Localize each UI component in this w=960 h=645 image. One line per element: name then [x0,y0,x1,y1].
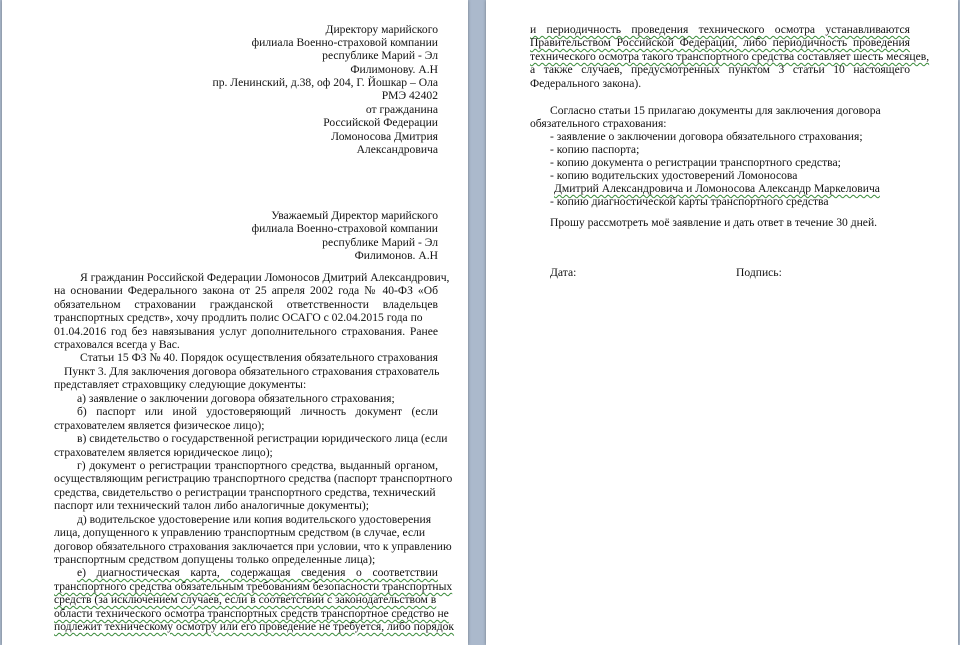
continuation-line: и периодичность проведения технического осмотра устанавливаются [530,23,910,36]
attachment-item: - копию паспорта; [550,143,640,156]
addressee-line: РМЭ 42402 [381,89,438,102]
sender-line: Александровича [356,143,438,156]
attachment-item: - копию водительских удостоверений Ломоносова [550,169,798,182]
attachment-item: - копию документа о регистрации транспортного средства; [550,156,841,169]
attachments-intro: обязательного страхования: [530,117,667,130]
salutation-line: филиала Военно-страховой компании [251,222,438,235]
list-item: в) свидетельство о государственной регистрации юридического лица (если [77,432,448,445]
sender-line: от гражданина [365,103,438,116]
salutation-line: Филимонов. А.Н [354,249,438,262]
continuation-line: а также случаев, предусмотренных пунктом 3 статьи 10 настоящего [530,63,910,76]
sender-line: Ломоносова Дмитрия [331,130,438,143]
body-line: страховался всегда у Вас. [54,338,180,351]
list-item: договор обязательного страхования заключается при условии, что к управлению [54,540,452,553]
list-item: е) диагностическая карта, содержащая сведения о соответствии [77,566,438,579]
list-item: г) документ о регистрации транспортного средства, выданный органом, [77,459,438,472]
salutation-line: республике Марий - Эл [322,236,438,249]
body-line: транспортных средств», хочу продлить полис ОСАГО с 02.04.2015 года по [54,311,423,324]
attachments-intro: Согласно статьи 15 прилагаю документы для заключения договора [550,104,881,117]
list-item: д) водительское удостоверение или копия водительского удостоверения [77,513,432,526]
list-item: страхователем является физическое лицо); [54,419,265,432]
signature-label: Подпись: [736,266,782,279]
body-line: Пункт 3. Для заключения договора обязательного страхования страхователь [64,365,440,378]
document-page-left [2,0,468,645]
list-item: средства, свидетельство о регистрации транспортного средства, технический [54,486,436,499]
request-line: Прошу рассмотреть моё заявление и дать ответ в течение 30 дней. [550,216,878,229]
list-item: транспортного средства обязательным требованиям безопасности транспортных [54,580,453,593]
attachment-item: - заявление о заключении договора обязательного страхования; [550,130,863,143]
continuation-line: технического осмотра такого транспортного средства составляет шесть месяцев, [530,50,930,63]
list-item: а) заявление о заключении договора обязательного страхования; [77,392,395,405]
addressee-address: пр. Ленинский, д.38, оф 204, Г. Йошкар – Ола [212,76,438,89]
addressee-line: Филимонову. А.Н [350,63,438,76]
article-heading: Статьи 15 ФЗ № 40. Порядок осуществления обязательного страхования [80,351,438,364]
date-label: Дата: [550,266,577,279]
list-item: страхователем является юридическое лицо); [54,446,273,459]
body-line: Я гражданин Российской Федерации Ломоносов Дмитрий Александрович, [80,271,450,284]
body-line: 01.04.2016 год без навязывания услуг дополнительного страхования. Ранее [54,325,438,338]
continuation-line: Федерального закона). [530,77,642,90]
attachment-item: - копию диагностической карты транспортного средства [550,195,829,208]
sender-line: Российской Федерации [323,116,438,129]
list-item: области технического осмотра транспортных средств транспортное средство не [54,607,449,620]
list-item: подлежит техническому осмотру или его проведение не требуется, либо порядок [54,620,455,633]
addressee-line: филиала Военно-страховой компании [251,36,438,49]
salutation-line: Уважаемый Директор марийского [271,209,438,222]
continuation-line: Правительством Российской Федерации, либо периодичность проведения [530,36,910,49]
body-line: представляет страховщику следующие документы: [54,378,307,391]
list-item: транспортным средством допущены только определенные лица); [54,553,376,566]
attachment-item: Дмитрий Александровича и Ломоносова Александр Маркеловича [554,182,880,195]
list-item: осуществляющим регистрацию транспортного средства (паспорт транспортного [54,472,453,485]
body-line: на основании Федерального закона от 25 апреля 2002 года № 40-ФЗ «Об [54,284,438,297]
list-item: средств (за исключением случаев, если в соответствии с законодательством в [54,593,437,606]
list-item: паспорт или технический талон либо аналогичные документы); [54,499,369,512]
body-line: обязательном страховании гражданской ответственности владельцев [54,298,438,311]
addressee-line: Директору марийского [325,23,438,36]
list-item: лица, допущенного к управлению транспортным средством (в случае, если [54,526,426,539]
addressee-line: республике Марий - Эл [322,49,438,62]
document-page-right [486,0,958,645]
list-item: б) паспорт или иной удостоверяющий личность документ (если [77,405,438,418]
